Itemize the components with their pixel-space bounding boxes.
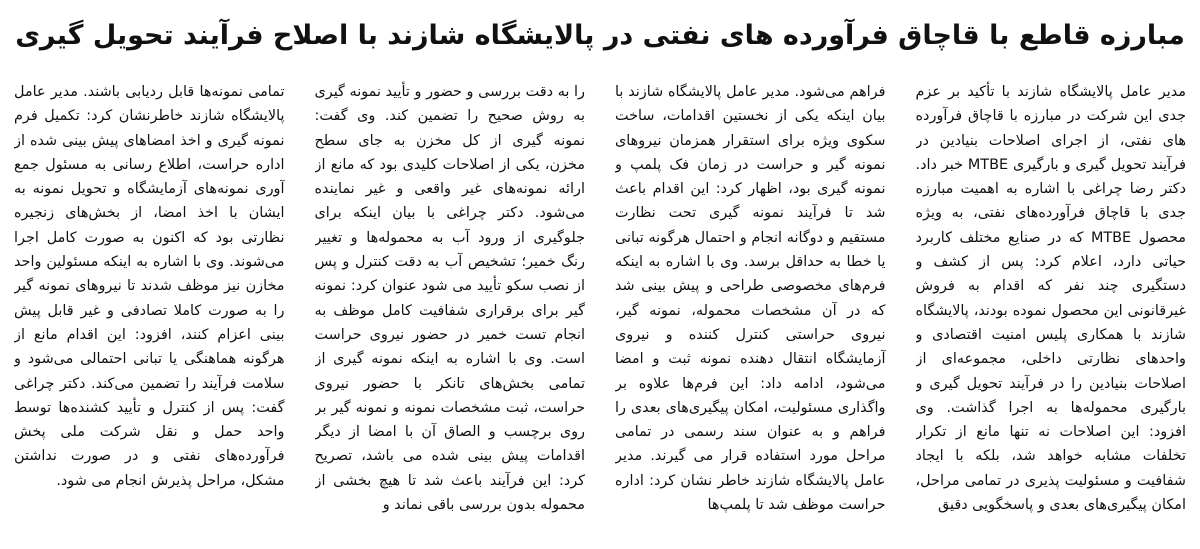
article-column-1 [916, 80, 1187, 549]
column-3-text: را به دقت بررسی و حضور و تأیید نمونه گیری به روش صحیح را تضمین کند. وی گفت: نمونه گیری از کل مخزن به جای سطح مخزن، یکی از اصلاحات کلیدی بود که مانع از ارائه نمونه‌های غیر واقعی و غیر نماینده می‌شود. دکتر چراغی با بیان اینکه برای جلوگیری از ورود آب به محموله‌ها و تغییر رنگ خمیر؛ تشخیص آب به دقت کنترل و پس از نصب سکو تأیید می شود عنوان کرد: نمونه گیر برای برقراری شفافیت کامل موظف به انجام تست خمیر در حضور نیروی حراست است. وی با اشاره به اینکه نمونه گیری از تمامی بخش‌های تانکر با حضور نیروی حراست، ثبت مشخصات نمونه و نمونه گیر بر روی برچسب و الصاق آن با امضا از دیگر اقدامات پیش بینی شده می باشد، تصریح کرد: این فرآیند باعث شد تا هیچ بخشی از محموله بدون بررسی باقی نماند و [314, 84, 585, 514]
article-headline: مبارزه قاطع با قاچاق فرآورده های نفتی در پالایشگاه شازند با اصلاح فرآیند تحویل گیری [15, 20, 1185, 51]
article-columns [14, 80, 1186, 549]
article-column-2 [615, 80, 886, 549]
column-2-text: فراهم می‌شود. مدیر عامل پالایشگاه شازند با بیان اینکه یکی از نخستین اقدامات، ساخت سکوی ویژه برای استقرار همزمان نیروهای نمونه گیر و حراست در زمان فک پلمپ و نمونه گیری بود، اظهار کرد: این اقدام باعث شد تا فرآیند نمونه گیری تحت نظارت مستقیم و دوگانه انجام و احتمال هرگونه تبانی یا خطا به حداقل برسد. وی با اشاره به اینکه فرم‌های مخصوصی طراحی و پیش بینی شد که در آن مشخصات محموله، نمونه گیر، نیروی حراستی کنترل کننده و نیروی آزمایشگاه انتقال دهنده نمونه ثبت و امضا می‌شود، ادامه داد: این فرم‌ها علاوه بر واگذاری مسئولیت، امکان پیگیری‌های بعدی را فراهم و به عنوان سند رسمی در تمامی مراحل مورد استفاده قرار می گیرند. مدیر عامل پالایشگاه شازند خاطر نشان کرد: اداره حراست موظف شد تا پلمپ‌ها [615, 84, 886, 514]
column-4-text: تمامی نمونه‌ها قابل ردیابی باشند. مدیر عامل پالایشگاه شازند خاطرنشان کرد: تکمیل فرم نمونه گیری و اخذ امضاهای پیش بینی شده از اداره حراست، اطلاع رسانی به مسئول جمع آوری نمونه‌های آزمایشگاه و تحویل نمونه به ایشان با اخذ امضا، از بخش‌های زنجیره نظارتی بود که اکنون به صورت کامل اجرا می‌شوند. وی با اشاره به اینکه مسئولین واحد مخازن نیز موظف شدند تا نیروهای نمونه گیر را به صورت کاملا تصادفی و غیر قابل پیش بینی اعزام کنند، افزود: این اقدام مانع از هرگونه هماهنگی یا تبانی احتمالی می‌شود و سلامت فرآیند را تضمین می‌کند. دکتر چراغی گفت: پس از کنترل و تأیید کشنده‌ها توسط واحد حمل و نقل شرکت ملی پخش فرآورده‌های نفتی و در صورت نداشتن مشکل، مراحل پذیرش انجام می شود. [14, 84, 285, 489]
article-column-4 [14, 80, 285, 549]
column-1-text: مدیر عامل پالایشگاه شازند با تأکید بر عزم جدی این شرکت در مبارزه با قاچاق فرآورده های نفتی، از اجرای اصلاحات بنیادین در فرآیند تحویل گیری و بارگیری MTBE خبر داد. دکتر رضا چراغی با اشاره به اهمیت مبارزه جدی با قاچاق فرآورده‌های نفتی، به ویژه محصول MTBE که در صنایع مختلف کاربرد حیاتی دارد، اعلام کرد: پس از کشف و دستگیری چند نفر که اقدام به فروش غیرقانونی این محصول نموده بودند، پالایشگاه شازند با همکاری پلیس امنیت اقتصادی و واحدهای نظارتی داخلی، مجموعه‌ای از اصلاحات بنیادین را در فرآیند تحویل گیری و بارگیری محموله‌ها به اجرا گذاشت. وی افزود: این اصلاحات نه تنها مانع از تکرار تخلفات مشابه خواهد شد، بلکه با ایجاد شفافیت و مسئولیت پذیری در تمامی مراحل، امکان پیگیری‌های بعدی و پاسخگویی دقیق [915, 84, 1186, 514]
article-column-3 [315, 80, 586, 549]
